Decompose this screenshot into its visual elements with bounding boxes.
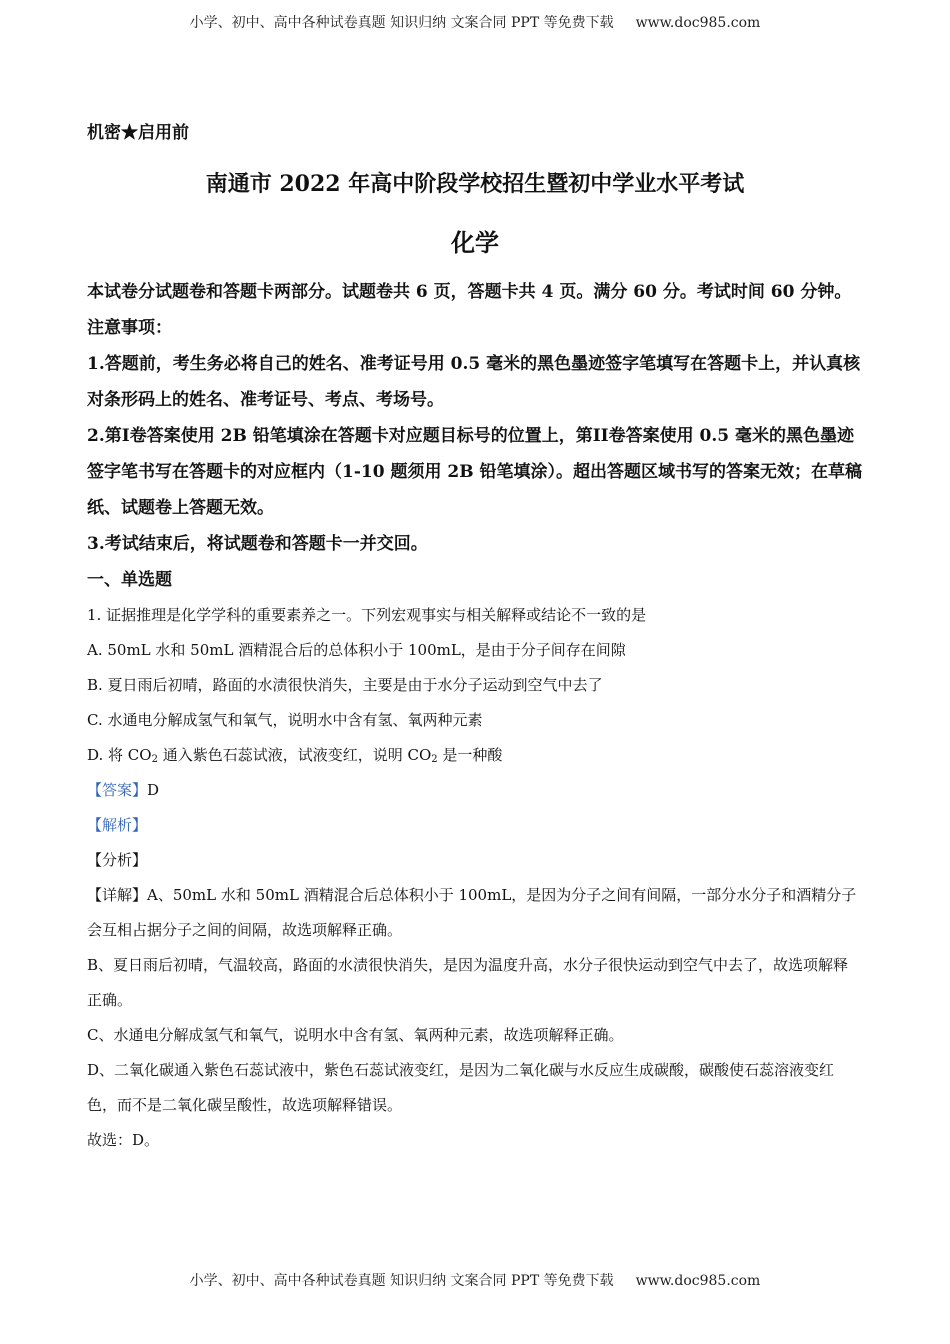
option-d-part1: D. 将 CO [87,746,152,764]
analysis-tag: 【解析】 [87,816,148,834]
footer-text: 小学、初中、高中各种试卷真题 知识归纳 文案合同 PPT 等免费下载 [189,1273,614,1289]
detail-b: B、夏日雨后初晴，气温较高，路面的水渍很快消失，是因为温度升高，水分子很快运动到空气中去了，故选项解释正确。 [87,956,849,1009]
detail-a [87,878,863,948]
option-c: C. 水通电分解成氢气和氧气，说明水中含有氢、氧两种元素 [87,711,483,729]
document-body [87,118,863,1158]
question-stem: 1. 证据推理是化学学科的重要素养之一。下列宏观事实与相关解释或结论不一致的是 [87,606,647,624]
answer-line [87,773,863,808]
header-url[interactable]: www.doc985.com [635,15,761,31]
note-2: 2.第I卷答案使用 2B 铅笔填涂在答题卡对应题目标号的位置上，第II卷答案使用 0.5 毫米的黑色墨迹签字笔书写在答题卡的对应框内（1-10 题须用 2B 铅笔填涂）。超出答题区域书写的答案无效；在草稿纸、试题卷上答题无效。 [87,426,862,518]
confidential-mark: 机密★启用前 [87,123,189,143]
fenxi-tag: 【分析】 [87,851,148,869]
option-d-part2: 通入紫色石蕊试液，试液变红，说明 CO [157,746,432,764]
option-d [87,738,863,773]
detail-d: D、二氧化碳通入紫色石蕊试液中，紫色石蕊试液变红，是因为二氧化碳与水反应生成碳酸，碳酸使石蕊溶液变红色，而不是二氧化碳呈酸性，故选项解释错误。 [87,1061,835,1114]
answer-tag: 【答案】 [87,781,148,799]
option-d-subscript1: 2 [151,754,158,765]
exam-intro: 本试卷分试题卷和答题卡两部分。试题卷共 6 页，答题卡共 4 页。满分 60 分。考试时间 60 分钟。 [87,282,852,302]
option-a: A. 50mL 水和 50mL 酒精混合后的总体积小于 100mL，是由于分子间存在间隙 [87,641,626,659]
section-heading: 一、单选题 [87,570,172,590]
detail-tag: 【详解】 [87,886,148,904]
subject-title: 化学 [451,228,499,257]
detail-a-text: A、50mL 水和 50mL 酒精混合后总体积小于 100mL，是因为分子之间有间隔，一部分水分子和酒精分子会互相占据分子之间的间隔，故选项解释正确。 [87,886,857,939]
page-footer [0,1270,950,1290]
option-b: B. 夏日雨后初晴，路面的水渍很快消失，主要是由于水分子运动到空气中去了 [87,676,603,694]
notes-heading: 注意事项： [87,318,172,338]
note-1: 1.答题前，考生务必将自己的姓名、准考证号用 0.5 毫米的黑色墨迹签字笔填写在答题卡上，并认真核对条形码上的姓名、准考证号、考点、考场号。 [87,354,861,410]
answer-value: D [147,781,160,799]
conclusion: 故选：D。 [87,1131,160,1149]
exam-title: 南通市 2022 年高中阶段学校招生暨初中学业水平考试 [205,171,745,197]
header-text: 小学、初中、高中各种试卷真题 知识归纳 文案合同 PPT 等免费下载 [189,15,614,31]
footer-url[interactable]: www.doc985.com [635,1273,761,1289]
option-d-subscript2: 2 [431,754,438,765]
detail-c: C、水通电分解成氢气和氧气，说明水中含有氢、氧两种元素，故选项解释正确。 [87,1026,624,1044]
page-header [0,12,950,32]
option-d-part3: 是一种酸 [437,746,503,764]
note-3: 3.考试结束后，将试题卷和答题卡一并交回。 [87,534,428,554]
